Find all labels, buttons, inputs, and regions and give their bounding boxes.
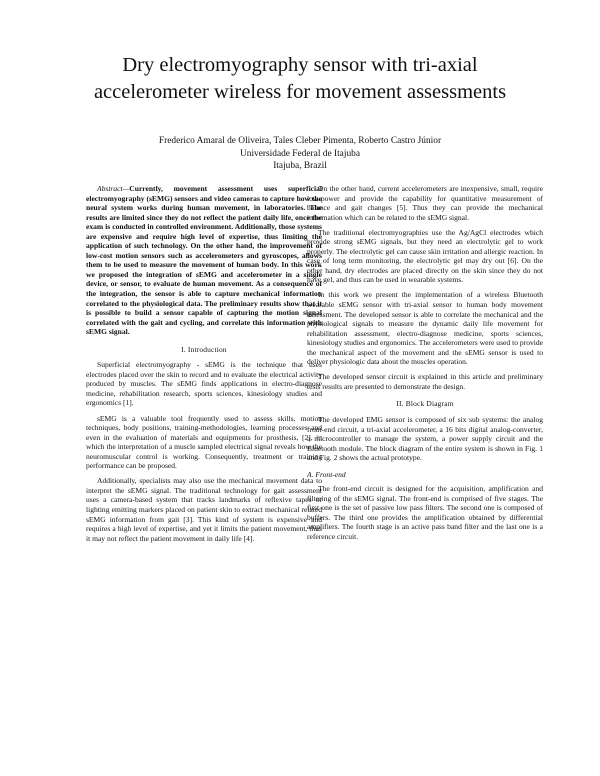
intro-paragraph-3: Additionally, specialists may also use the mechanical movement data to interpret the sEMG signal. The traditional technology for gait assessment uses a camera-based system that tracks landmarks of reflexive tapes or lighting emitting markers placed on patient skin to extract mechanical related sEMG information from gait [3]. This kind of system is expensive and requires a high level of expertise, and yet it limits the patient movement, thus it may not reflect the patient movement in daily life [4].: [86, 476, 322, 543]
front-end-paragraph: The front-end circuit is designed for the acquisition, amplification and filtering of the sEMG signal. The front-end is comprised of five stages. The first one is the set of passive low pass filters. The second one is composed of buffers. The third one provides the amplification obtained by differential amplifiers. The fourth stage is an active pass band filter and the last one is a reference circuit.: [307, 484, 543, 541]
abstract: [86, 184, 322, 337]
section-heading-introduction: I. Introduction: [181, 344, 227, 354]
intro-paragraph-4: On the other hand, current accelerometers are inexpensive, small, require low-power and provide the capability for quantitative measurement of balance and gait changes [5]. Thus they can provide the mechanical information which can be related to the sEMG signal.: [307, 184, 543, 222]
intro-paragraph-5: The traditional electromyographies use the Ag/AgCl electrodes which provide strong sEMG signals, but they need an electrolytic gel to work properly. The electrolytic gel can cause skin irritation and allergic reaction. In case of long term monitoring, the electrolytic gel may dry out [6]. On the other hand, dry electrodes are placed directly on the skin since they do not have gel, and thus can be used in wearable systems.: [307, 227, 543, 285]
title-line-2: accelerometer wireless for movement assessments: [93, 81, 507, 103]
left-column: [86, 184, 322, 549]
abstract-label: Abstract—: [97, 184, 130, 193]
abstract-text: Currently, movement assessment uses superficial electromyography (sEMG) sensors and video cameras to capture how the neural system works during human movement, in laboratories. The results are limited since they do not reflect the patient daily life, once the exam is conducted in controlled environment. Additionally, those systems are expensive and require high level of expertise, thus limiting the application of such technology. On the other hand, the improvement of low-cost motion sensors such as accelerometers and gyroscopes, allows them to be used to measure the movement of human body. In this work we proposed the integration of sEMG and accelerometer in a single device, or sensor, to evaluate de human movement. As a consequence of the integration, the sensor is able to capture mechanical information correlated to the physiological data. The preliminary results show that it is possible to build a sensor capable of capturing the motion signal correlated with the gait and cycling, and correlate this information with sEMG signal.: [86, 184, 322, 337]
intro-paragraph-7: The developed sensor circuit is explained in this article and preliminary tests results are presented to demonstrate the design.: [307, 372, 543, 391]
block-diagram-paragraph: The developed EMG sensor is composed of six sub systems: the analog front-end circuit, a tri-axial accelerometer, a 16 bits digital analog-converter, a microcontroller to manage the system, a power supply circuit and the Bluetooth module. The block diagram of the entire system is shown in Fig. 1 and Fig. 2 shows the actual prototype.: [307, 414, 543, 463]
author-block: [30, 135, 570, 173]
intro-paragraph-6: In this work we present the implementation of a wireless Bluetooth wearable sEMG sensor with tri-axial sensor to human body movement assessment. The developed sensor is able to correlate the mechanical and the physiological signals to measure the dynamic daily life movement for rehabilitation assessment, electro-diagnose medicine, sports sciences, kinesiology studies and ergonomics. The accelerometers were used to provide the mechanical aspect of the movement and the sEMG sensor is used to deliver physiologic data about the muscles operation.: [307, 290, 543, 367]
section-heading-block-diagram: II. Block Diagram: [396, 399, 454, 409]
right-column: [307, 184, 543, 547]
intro-paragraph-2: sEMG is a valuable tool frequently used to assess skills, motion techniques, body positions, training-methodologies, learning processes and even in the evaluation of materials and equipments for prosthesis, [2], in which the interpretation of a muscle sampled electrical signal reveals how the neuromuscular control is working. Consequently, treatment or training performance can be proposed.: [86, 413, 322, 471]
location: Itajuba, Brazil: [273, 161, 327, 171]
title-line-1: Dry electromyography sensor with tri-axial: [122, 54, 478, 76]
intro-paragraph-1: Superficial electromyography - sEMG is the technique that uses electrodes placed over the skin to record and to evaluate the electrical activity produced by muscles. The sEMG finds applications in electro-diagnose medicine, rehabilitation research, sports sciences, kinesiology studies and ergonomics [1].: [86, 360, 322, 408]
subsection-heading-front-end: A. Front-end: [307, 469, 346, 479]
affiliation: Universidade Federal de Itajuba: [239, 148, 360, 159]
paper-title: [30, 52, 570, 106]
author-names: Frederico Amaral de Oliveira, Tales Cleber Pimenta, Roberto Castro Júnior: [158, 136, 442, 146]
